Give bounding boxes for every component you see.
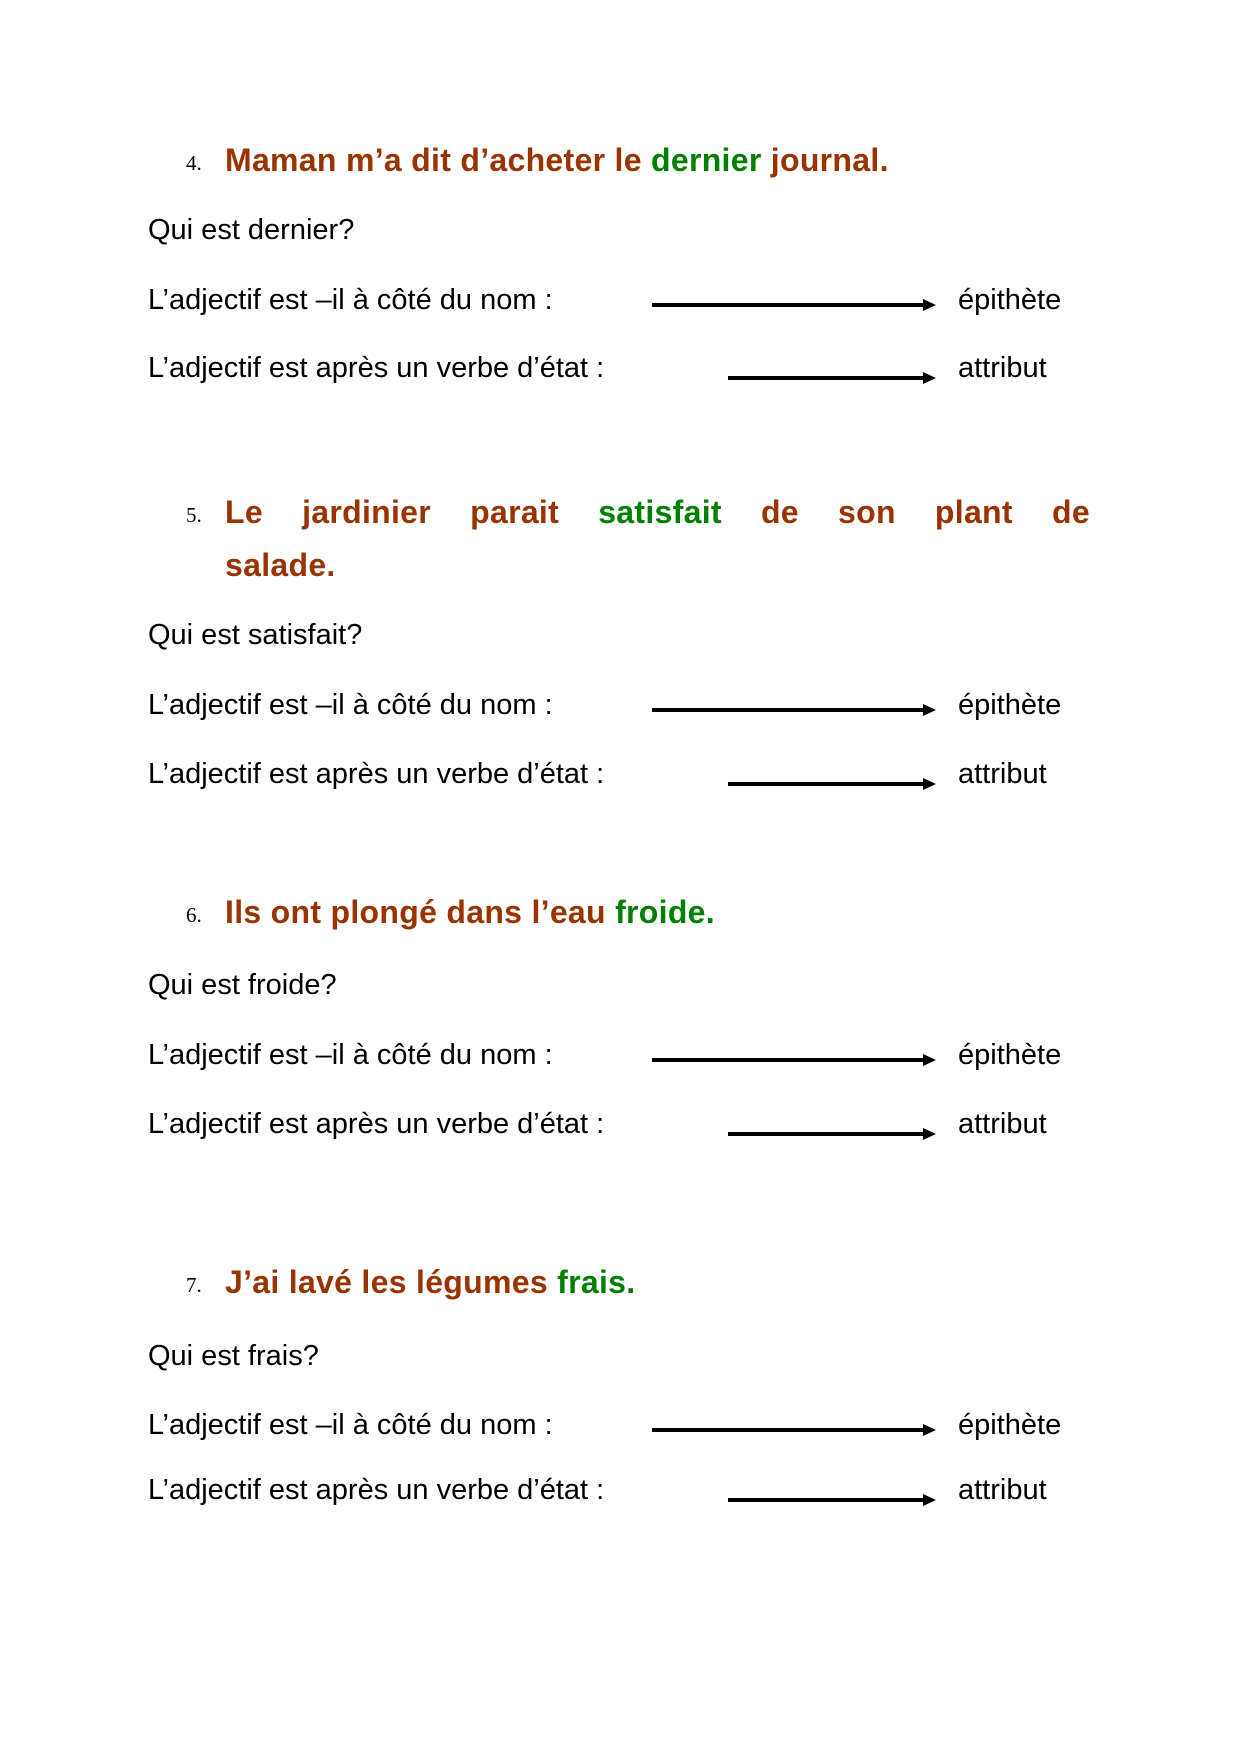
result-attribut: attribut [958,1474,1047,1506]
result-epithete: épithète [958,689,1062,721]
question: Qui est dernier? [148,214,355,246]
rule-attribut: L’adjectif est après un verbe d’état : [148,758,605,790]
result-epithete: épithète [958,1039,1062,1071]
adjective-highlight: frais. [557,1264,636,1300]
rule-epithete: L’adjectif est –il à côté du nom : [148,1409,553,1441]
arrow-right-icon [652,299,936,311]
adjective-highlight: satisfait [598,494,722,530]
result-attribut: attribut [958,758,1047,790]
exercise-number: 6. [186,903,202,927]
arrow-right-icon [728,1494,936,1506]
rule-attribut: L’adjectif est après un verbe d’état : [148,352,605,384]
exercise-sentence [225,141,1090,179]
sentence-word: jardinier [302,494,432,530]
sentence-word: parait [470,494,560,530]
rule-epithete: L’adjectif est –il à côté du nom : [148,689,553,721]
adjective-highlight: dernier [651,142,762,178]
rule-attribut: L’adjectif est après un verbe d’état : [148,1108,605,1140]
arrow-right-icon [728,372,936,384]
arrow-right-icon [728,1128,936,1140]
exercise-number: 7. [186,1273,202,1297]
sentence-text: journal. [761,142,889,178]
exercise-sentence [225,1263,1090,1301]
sentence-word: plant [934,494,1013,530]
question: Qui est satisfait? [148,619,363,651]
rule-epithete: L’adjectif est –il à côté du nom : [148,1039,553,1071]
exercise-sentence-line-1 [225,493,1090,531]
question: Qui est froide? [148,969,337,1001]
rule-epithete: L’adjectif est –il à côté du nom : [148,284,553,316]
arrow-right-icon [652,1424,936,1436]
result-epithete: épithète [958,1409,1062,1441]
question: Qui est frais? [148,1340,319,1372]
sentence-word: son [838,494,896,530]
exercise-sentence [225,893,1090,931]
exercise-sentence-line-2: salade. [225,547,336,583]
adjective-highlight: froide. [615,894,715,930]
arrow-right-icon [652,1054,936,1066]
arrow-right-icon [728,778,936,790]
result-attribut: attribut [958,1108,1047,1140]
exercise-number: 4. [186,151,202,175]
result-attribut: attribut [958,352,1047,384]
arrow-right-icon [652,704,936,716]
sentence-word: de [1051,494,1090,530]
sentence-text: Maman m’a dit d’acheter le [225,142,652,178]
result-epithete: épithète [958,284,1062,316]
rule-attribut: L’adjectif est après un verbe d’état : [148,1474,605,1506]
exercise-number: 5. [186,503,202,527]
sentence-word: Le [225,494,263,530]
sentence-word: de [760,494,799,530]
sentence-text: Ils ont plongé dans l’eau [225,894,616,930]
sentence-text: J’ai lavé les légumes [225,1264,558,1300]
